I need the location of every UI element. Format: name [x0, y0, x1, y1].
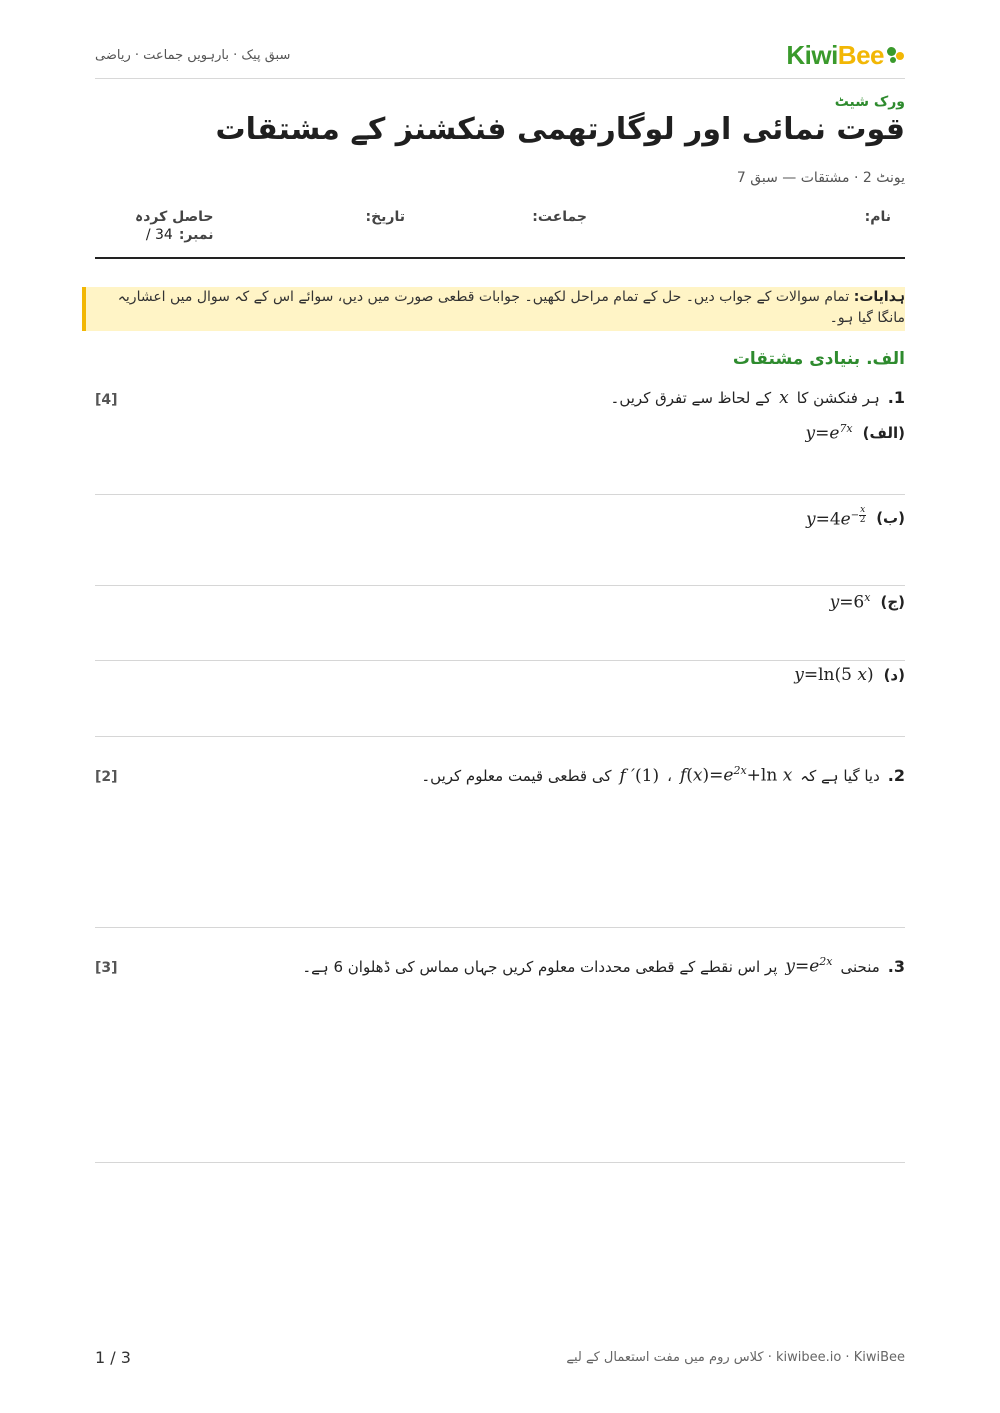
class-field-label[interactable]: جماعت:: [532, 209, 587, 225]
page-subtitle: یونٹ 2 · مشتقات — سبق 7: [736, 170, 905, 186]
question-text: کی قطعی قیمت معلوم کریں۔: [421, 766, 612, 785]
question-number: 1.: [887, 388, 905, 407]
answer-line: [95, 494, 905, 495]
score-total: / 34: [145, 227, 173, 243]
date-field-label[interactable]: تاریخ:: [365, 209, 405, 225]
answer-line: [95, 1162, 905, 1163]
student-info-row: [95, 205, 905, 259]
instructions-box: [82, 287, 905, 331]
question-1: [611, 388, 905, 408]
logo-bee-text: Bee: [837, 39, 884, 70]
worksheet-kicker: ورک شیٹ: [834, 94, 905, 110]
answer-line: [95, 660, 905, 661]
question-text: کے لحاظ سے تفرق کریں۔: [610, 389, 772, 407]
question-1-part-a: [806, 422, 905, 444]
page-header: [95, 36, 905, 79]
question-2-derivative: f ′(1): [619, 765, 660, 786]
logo-kiwi-text: Kiwi: [786, 39, 838, 70]
question-3: [302, 955, 905, 977]
score-label: حاصل کردہ: [135, 209, 214, 225]
question-number: 2.: [887, 765, 905, 785]
marks-label: نمبر:: [178, 227, 214, 243]
score-field[interactable]: [135, 209, 213, 243]
question-1-part-c: [830, 591, 905, 613]
question-1-part-d: [794, 665, 905, 685]
question-text: منحنی: [840, 957, 880, 976]
name-field-label[interactable]: نام:: [864, 209, 891, 225]
part-label: (ب): [876, 508, 905, 527]
part-b-expression: $y=4e^{- \frac{x}{2}}$: [805, 505, 866, 530]
question-text: دیا گیا ہے کہ: [800, 766, 880, 785]
question-2: [421, 764, 905, 786]
part-label: (د): [883, 666, 905, 684]
answer-line: [95, 927, 905, 928]
part-label: (ج): [880, 592, 905, 611]
question-number: 3.: [887, 956, 905, 976]
part-d-expression: y=ln(5 x): [794, 665, 874, 685]
page-number: 1 / 3: [95, 1348, 131, 1367]
part-a-expression: $y=e^{7x}$: [805, 422, 853, 444]
question-3-marks: [3]: [95, 960, 118, 976]
question-1-marks: [4]: [95, 392, 118, 408]
section-a-heading: الف. بنیادی مشتقات: [732, 349, 905, 369]
kiwibee-logo: [786, 38, 905, 72]
question-1-part-b: [806, 506, 905, 530]
part-label: (الف): [862, 423, 905, 442]
page-title: قوت نمائی اور لوگارتھمی فنکشنز کے مشتقات: [215, 112, 905, 147]
instructions-label: ہدایات:: [853, 289, 905, 305]
part-c-expression: $y=6^x$: [829, 591, 871, 613]
question-text: پر اس نقطے کے قطعی محددات معلوم کریں جہاں مماس کی ڈھلوان 6 ہے۔: [302, 957, 778, 976]
logo-dots-icon: [887, 46, 905, 64]
question-text: ،: [667, 766, 672, 785]
question-text: ہر فنکشن کا: [796, 389, 880, 407]
question-2-marks: [2]: [95, 769, 118, 785]
footer-credit: kiwibee.io · KiwiBee · کلاس روم میں مفت استعمال کے لیے: [566, 1350, 905, 1365]
instructions-text: تمام سوالات کے جواب دیں۔ حل کے تمام مراحل لکھیں۔ جوابات قطعی صورت میں دیں، سوائے اس کے کہ سوال میں اعشاریہ مانگا گیا ہو۔: [117, 289, 905, 326]
math-var-x: x: [779, 388, 789, 408]
header-meta: سبق پیک · بارہویں جماعت · ریاضی: [95, 48, 291, 63]
answer-line: [95, 585, 905, 586]
question-2-function: $f(x)=e^{2x}+\ln$ x: [679, 764, 793, 786]
question-3-curve: $y=e^{2x}$: [785, 955, 833, 977]
answer-line: [95, 736, 905, 737]
